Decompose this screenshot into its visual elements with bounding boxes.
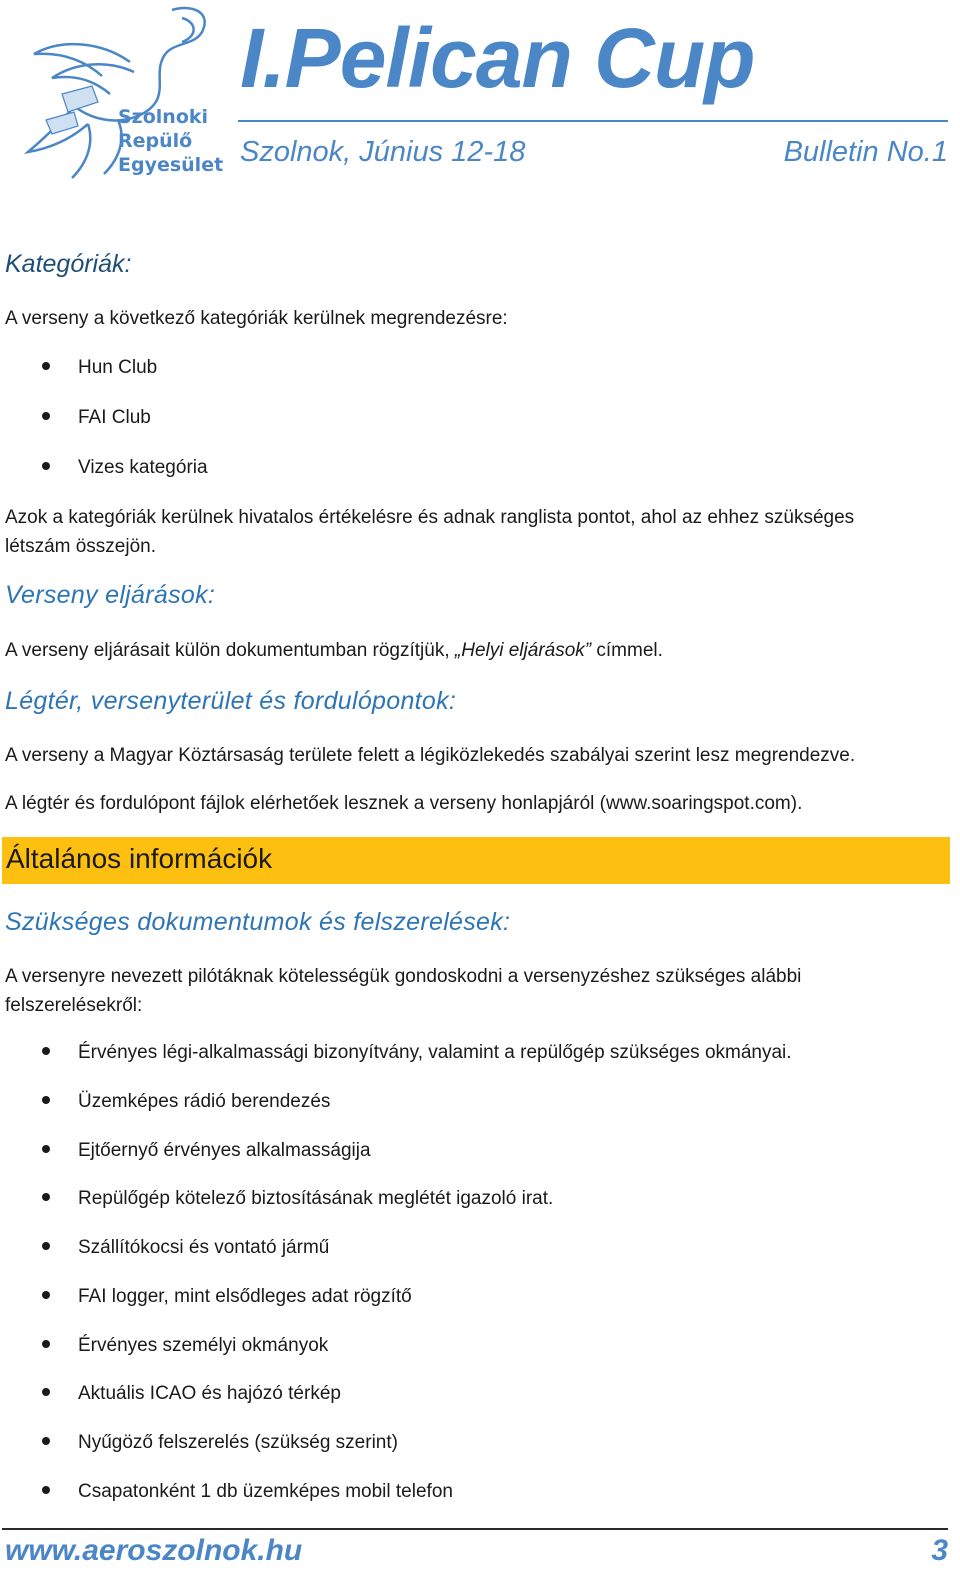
document-item: FAI logger, mint elsődleges adat rögzítő [42, 1284, 412, 1310]
procedures-doc-name: „Helyi eljárások” [454, 640, 592, 661]
categories-note-line-2: létszám összejön. [5, 536, 157, 557]
document-item: Szállítókocsi és vontató jármű [42, 1235, 329, 1261]
bullet-icon [42, 412, 50, 420]
document-item: Üzemképes rádió berendezés [42, 1089, 330, 1115]
bullet-icon [42, 1340, 50, 1348]
bullet-icon [42, 1145, 50, 1153]
airspace-text-2: A légtér és fordulópont fájlok elérhetőek lesznek a verseny honlapjáról (www.soaringspot.com). [5, 793, 803, 814]
section-banner [2, 837, 950, 884]
categories-heading: Kategóriák: [5, 250, 132, 278]
document-item: Csapatonként 1 db üzemképes mobil telefon [42, 1479, 453, 1505]
airspace-text-1: A verseny a Magyar Köztársaság területe felett a légiközlekedés szabályai szerint lesz megrendezve. [5, 745, 856, 766]
page-title: I.Pelican Cup [240, 11, 755, 105]
club-logo [22, 2, 222, 184]
categories-note-line-1: Azok a kategóriák kerülnek hivatalos értékelésre és adnak ranglista pontot, ahol az ehhez szükséges [5, 507, 855, 528]
bullet-icon [42, 1096, 50, 1104]
documents-intro-line-1: A versenyre nevezett pilótáknak kötelességük gondoskodni a versenyzéshez szükséges alábbi [5, 966, 802, 987]
footer-website-link[interactable]: www.aeroszolnok.hu [5, 1534, 303, 1567]
footer-divider [2, 1528, 948, 1530]
logo-text-line-2: Repülő [118, 130, 193, 152]
bullet-icon [42, 1388, 50, 1396]
logo-text-line-3: Egyesület [118, 154, 224, 176]
bullet-icon [42, 362, 50, 370]
category-item: Vizes kategória [42, 455, 208, 481]
procedures-text: A verseny eljárásait külön dokumentumban rögzítjük, „Helyi eljárások” címmel. [5, 640, 663, 661]
bullet-icon [42, 1486, 50, 1494]
document-item: Ejtőernyő érvényes alkalmasságija [42, 1138, 371, 1164]
bullet-icon [42, 1437, 50, 1445]
category-item: Hun Club [42, 355, 157, 381]
document-item: Érvényes légi-alkalmassági bizonyítvány, valamint a repülőgép szükséges okmányai. [42, 1040, 792, 1066]
document-item: Repülőgép kötelező biztosításának meglétét igazoló irat. [42, 1186, 553, 1212]
bullet-icon [42, 1193, 50, 1201]
documents-intro-line-2: felszerelésekről: [5, 995, 143, 1016]
bullet-icon [42, 1291, 50, 1299]
event-location-dates: Szolnok, Június 12-18 [240, 136, 526, 168]
bullet-icon [42, 1242, 50, 1250]
bulletin-number: Bulletin No.1 [783, 136, 948, 168]
airspace-heading: Légtér, versenyterület és fordulópontok: [5, 687, 457, 715]
document-item: Érvényes személyi okmányok [42, 1333, 328, 1359]
logo-text-line-1: Szolnoki [118, 106, 209, 128]
category-item: FAI Club [42, 405, 151, 431]
document-item: Nyűgöző felszerelés (szükség szerint) [42, 1430, 398, 1456]
documents-heading: Szükséges dokumentumok és felszerelések: [5, 908, 511, 936]
document-item: Aktuális ICAO és hajózó térkép [42, 1381, 341, 1407]
bullet-icon [42, 1047, 50, 1055]
categories-intro: A verseny a következő kategóriák kerülnek megrendezésre: [5, 308, 508, 329]
procedures-heading: Verseny eljárások: [5, 581, 216, 609]
general-info-heading: Általános információk [6, 843, 273, 874]
bullet-icon [42, 462, 50, 470]
header-divider [238, 120, 948, 122]
page-number: 3 [931, 1534, 948, 1567]
